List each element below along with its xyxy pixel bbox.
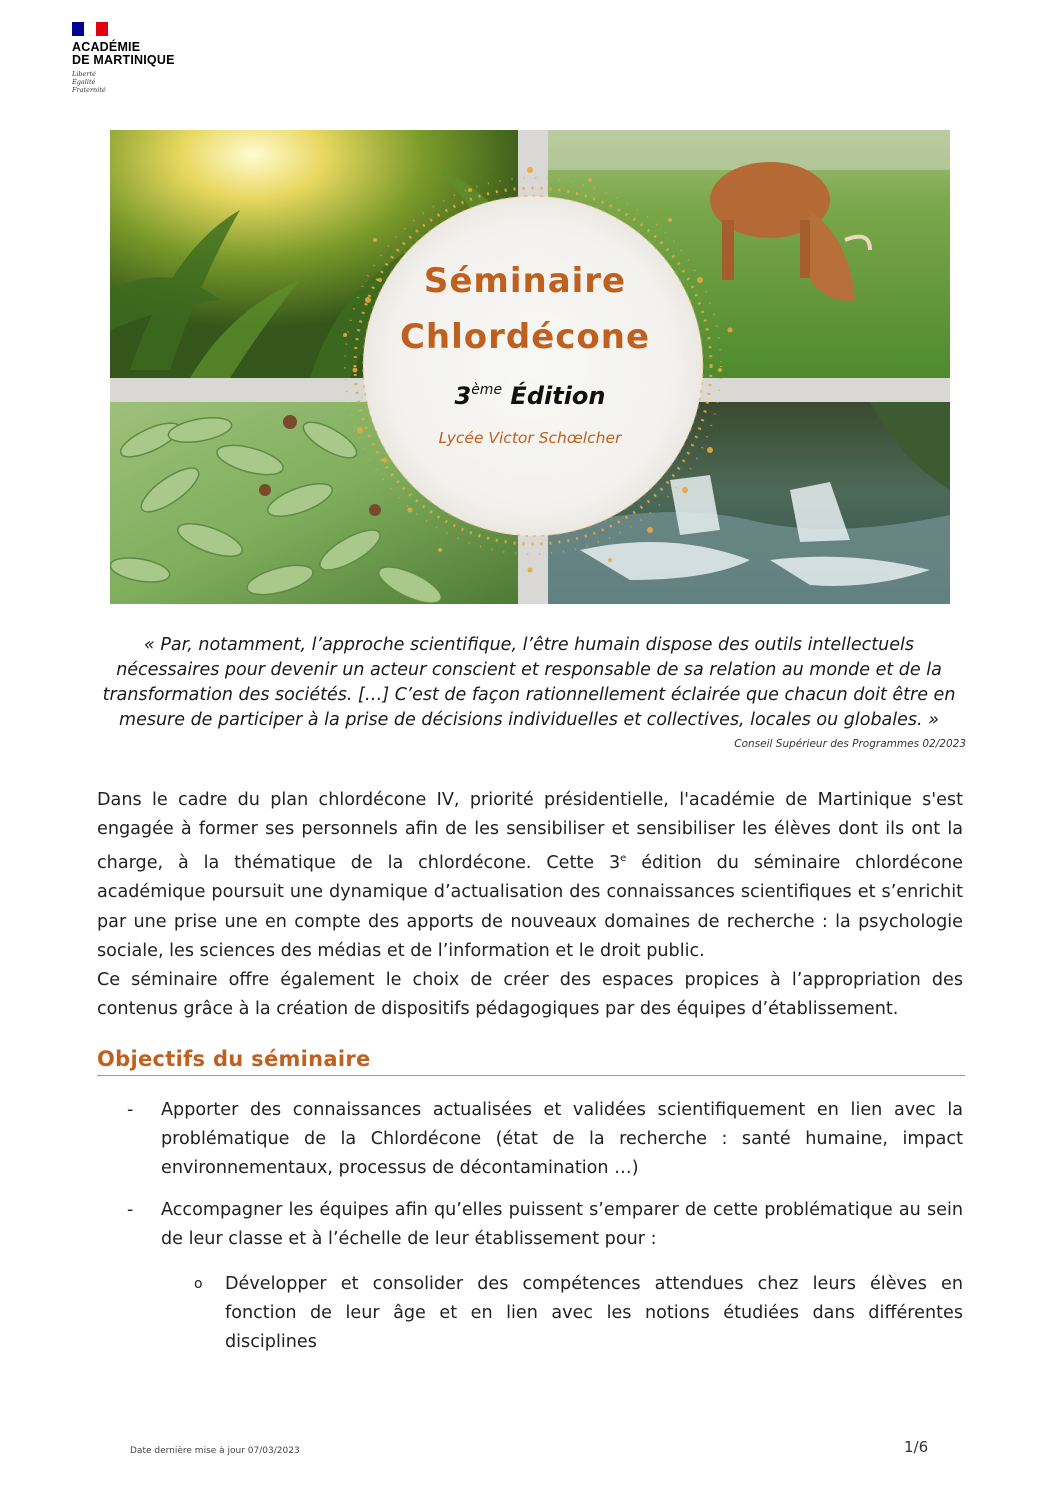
quote-source: Conseil Supérieur des Programmes 02/2023 — [734, 738, 966, 750]
objectives-list — [97, 1096, 963, 1358]
sub-list-item: o Développer et consolider des compétences attendues chez leurs élèves en fonction de leur âge et en lien avec les notions étudiées dans différentes disciplines — [225, 1270, 963, 1358]
banner-title-line1: Séminaire — [423, 261, 627, 301]
intro-text — [97, 786, 963, 1024]
dash-bullet: - — [127, 1100, 134, 1120]
banner-school: Lycée Victor Schœlcher — [438, 429, 622, 447]
title-disc — [363, 196, 703, 536]
list-item: - Accompagner les équipes afin qu’elles puissent s’emparer de cette problématique au sein de leur classe et à l’échelle de leur établissement pour : — [97, 1196, 963, 1254]
page-number: 1/6 — [904, 1438, 929, 1456]
banner-edition: 3ème Édition — [454, 382, 606, 410]
list-item: - Apporter des connaissances actualisées et validées scientifiquement en lien avec la problématique de la Chlordécone (état de la recherche : santé humaine, impact environnementaux, processus de décontamination …) — [97, 1096, 963, 1184]
academie-logo — [72, 22, 212, 94]
circle-bullet-icon: o — [194, 1276, 203, 1293]
intro-paragraph-1: Dans le cadre du plan chlordécone IV, priorité présidentielle, l'académie de Martinique s'est engagée à former ses personnels afin de les sensibiliser et sensibiliser les élèves dont ils ont la charge, à la thématique de la chlordécone. Cette 3e édition du séminaire chlordécone académique poursuit une dynamique d’actualisation des connaissances scientifiques et s’enrichit par une prise une en compte des apports de nouveaux domaines de recherche : la psychologie sociale, les sciences des médias et de l’information et le droit public. — [97, 790, 963, 961]
intro-paragraph-2: Ce séminaire offre également le choix de créer des espaces propices à l’appropriation des contenus grâce à la création de dispositifs pédagogiques par des équipes d’établissement. — [97, 970, 963, 1020]
banner-title-line2: Chlordécone — [399, 317, 651, 357]
section-title-objectives: Objectifs du séminaire — [97, 1047, 965, 1076]
footer-date: Date dernière mise à jour 07/03/2023 — [130, 1446, 300, 1456]
seminar-banner — [110, 130, 950, 604]
logo-motto: Liberté Égalité Fraternité — [72, 70, 106, 94]
french-flag-icon — [72, 22, 108, 36]
dash-bullet: - — [127, 1199, 134, 1220]
quote-text: « Par, notamment, l’approche scientifique, l’être humain dispose des outils intellectuels nécessaires pour devenir un acteur conscient et responsable de sa relation au monde et de la transformation des sociétés. […] C’est de façon rationnellement éclairée que chacun doit être en mesure de participer à la prise de décisions individuelles et collectives, locales ou globales. » — [102, 635, 956, 730]
logo-text: ACADÉMIE DE MARTINIQUE — [72, 40, 175, 67]
